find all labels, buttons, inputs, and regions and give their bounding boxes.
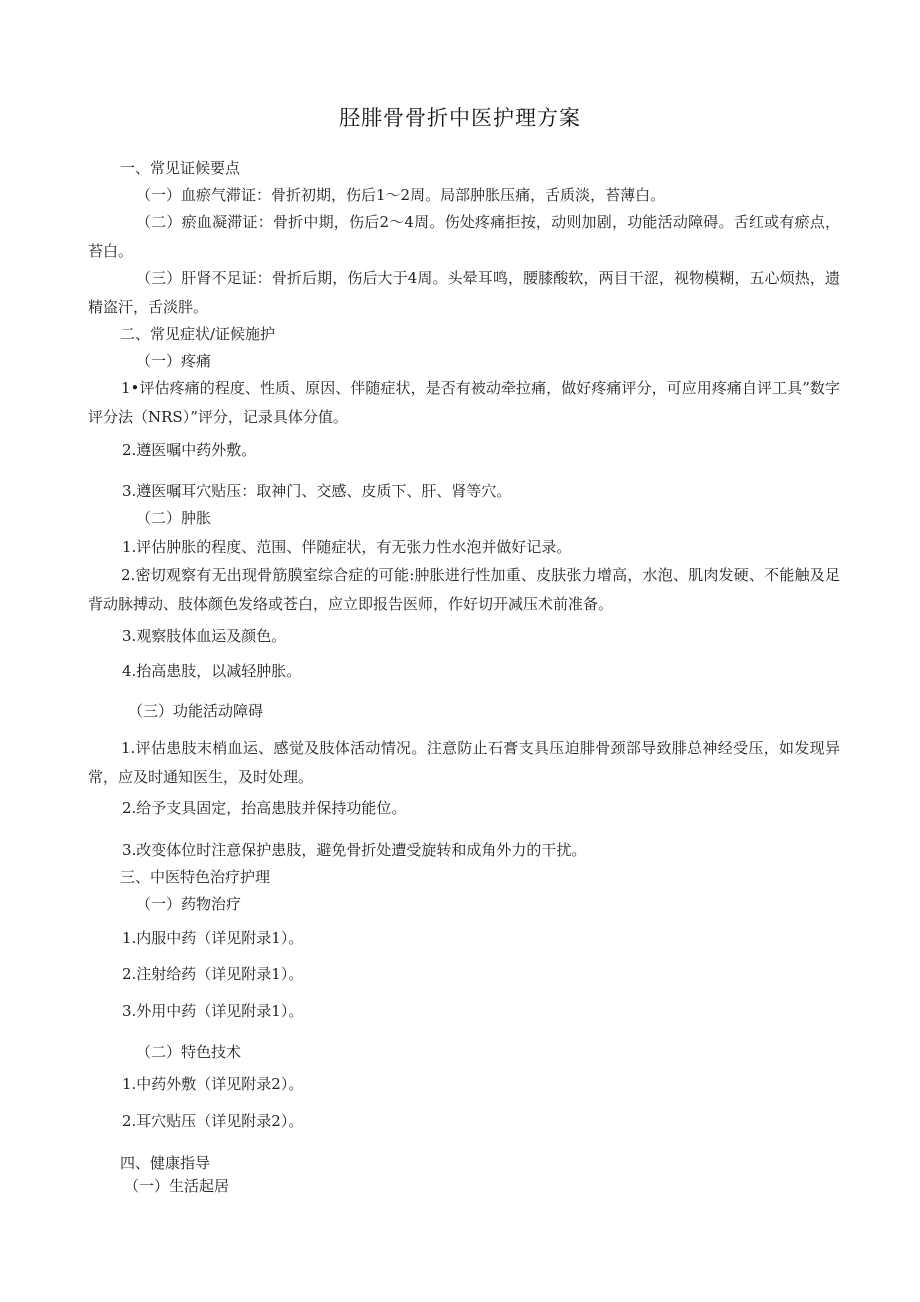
pain-item-1: 1•评估疼痛的程度、性质、原因、伴随症状，是否有被动牵拉痛，做好疼痛评分，可应用疼痛自评工具”数字评分法（NRS）”评分，记录具体分值。	[88, 379, 840, 426]
syndrome-item-1: （一）血瘀气滞证：骨折初期，伤后1～2周。局部肿胀压痛，舌质淡，苔薄白。	[136, 186, 666, 204]
section-heading-tcm-treatment: 三、中医特色治疗护理	[120, 868, 271, 886]
document-title: 胫腓骨骨折中医护理方案	[339, 106, 581, 130]
swelling-item-3: 3.观察肢体血运及颜色。	[122, 627, 287, 645]
section-heading-syndromes: 一、常见证候要点	[120, 159, 241, 177]
subheading-daily-living: （一）生活起居	[124, 1177, 230, 1195]
subheading-swelling: （二）肿胀	[136, 509, 212, 527]
syndrome-item-3: （三）肝肾不足证：骨折后期，伤后大于4周。头晕耳鸣，腰膝酸软，两目干涩，视物模糊，五心烦热，遗精盗汗，舌淡胖。	[88, 269, 840, 316]
subheading-function: （三）功能活动障碍	[128, 702, 264, 720]
syndrome-item-2: （二）瘀血凝滞证：骨折中期，伤后2～4周。伤处疼痛拒按，动则加剧，功能活动障碍。舌红或有瘀点，苔白。	[88, 213, 840, 260]
swelling-item-4: 4.抬高患肢，以减轻肿胀。	[122, 662, 302, 680]
drug-item-1: 1.内服中药（详见附录1）。	[122, 929, 304, 947]
section-heading-health-guidance: 四、健康指导	[120, 1154, 211, 1172]
swelling-item-1: 1.评估肿胀的程度、范围、伴随症状，有无张力性水泡并做好记录。	[122, 538, 572, 556]
function-item-3: 3.改变体位时注意保护患肢，避免骨折处遭受旋转和成角外力的干扰。	[122, 841, 587, 859]
swelling-item-2: 2.密切观察有无出现骨筋膜室综合症的可能:肿胀进行性加重、皮肤张力增高，水泡、肌肉发硬、不能触及足背动脉搏动、肢体颜色发络或苍白，应立即报告医师，作好切开减压术前准备。	[88, 566, 840, 613]
subheading-special-techniques: （二）特色技术	[136, 1043, 242, 1061]
pain-item-2: 2.遵医嘱中药外敷。	[122, 441, 257, 459]
drug-item-3: 3.外用中药（详见附录1）。	[122, 1002, 304, 1020]
drug-item-2: 2.注射给药（详见附录1）。	[122, 965, 304, 983]
function-item-1: 1.评估患肢末梢血运、感觉及肢体活动情况。注意防止石膏支具压迫腓骨颈部导致腓总神经受压，如发现异常，应及时通知医生，及时处理。	[88, 739, 840, 786]
function-item-2: 2.给予支具固定，抬高患肢并保持功能位。	[122, 799, 407, 817]
tech-item-1: 1.中药外敷（详见附录2）。	[122, 1075, 304, 1093]
pain-item-3: 3.遵医嘱耳穴贴压：取神门、交感、皮质下、肝、肾等穴。	[122, 482, 512, 500]
subheading-pain: （一）疼痛	[136, 352, 212, 370]
subheading-drug-therapy: （一）药物治疗	[136, 895, 242, 913]
section-heading-symptom-care: 二、常见症状/证候施护	[120, 325, 276, 343]
tech-item-2: 2.耳穴贴压（详见附录2）。	[122, 1112, 304, 1130]
